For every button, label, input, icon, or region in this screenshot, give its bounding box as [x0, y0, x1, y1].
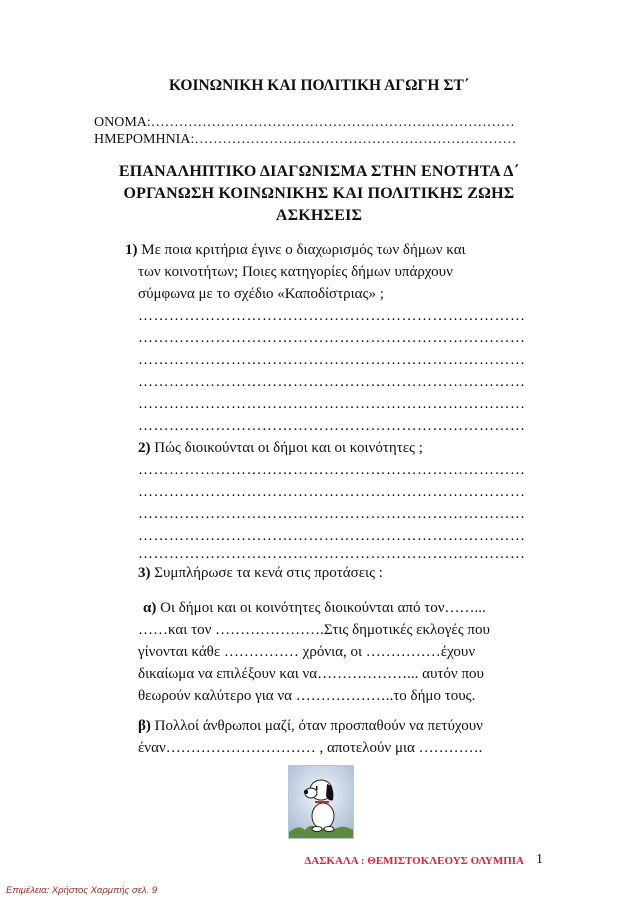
snoopy-illustration [288, 765, 354, 839]
snoopy-icon [289, 766, 353, 838]
exam-heading: ΕΠΑΝΑΛΗΠΤΙΚΟ ΔΙΑΓΩΝΙΣΜΑ ΣΤΗΝ ΕΝΟΤΗΤΑ Δ΄ [118, 163, 520, 180]
answer-line: ………………………………………………………………… [138, 462, 526, 478]
question-3-text: Συμπλήρωσε τα κενά στις προτάσεις : [150, 565, 383, 581]
question-1-text-line2: των κοινοτήτων; Ποιες κατηγορίες δήμων υπάρχουν [138, 264, 453, 280]
question-1 [125, 242, 466, 259]
answer-line: ………………………………………………………………… [138, 418, 526, 434]
page-title: ΚΟΙΝΩΝΙΚΗ ΚΑΙ ΠΟΛΙΤΙΚΗ ΑΓΩΓΗ ΣΤ΄ [169, 77, 469, 94]
subquestion-a-line3: γίνονται κάθε …………… χρόνια, οι ……………έχουν [138, 644, 476, 660]
subquestion-a-line2: ……και τον ………………….Στις δημοτικές εκλογές που [138, 622, 490, 638]
question-3 [138, 565, 383, 582]
answer-line: ………………………………………………………………… [138, 330, 526, 346]
question-1-text-line3: σύμφωνα με το σχέδιο «Καποδίστριας» ; [138, 286, 384, 302]
subquestion-a-line1 [143, 600, 486, 617]
name-field: ΟΝΟΜΑ:…………………………………………………………………… [94, 115, 515, 130]
answer-line: ………………………………………………………………… [138, 352, 526, 368]
question-2-number: 2) [138, 440, 151, 456]
subquestion-b-label: β) [138, 718, 151, 734]
question-3-number: 3) [138, 565, 151, 581]
teacher-name: ΔΑΣΚΑΛΑ : ΘΕΜΙΣΤΟΚΛΕΟΥΣ ΟΛΥΜΠΙΑ [304, 855, 524, 867]
question-1-text-line1: Με ποια κριτήρια έγινε ο διαχωρισμός των δήμων και [137, 242, 466, 258]
subquestion-a-label: α) [143, 600, 157, 616]
subquestion-a-line4: δικαίωμα να επιλέξουν και να………………... αυτόν που [138, 666, 484, 682]
subquestion-b-line1 [138, 718, 483, 735]
answer-line: ………………………………………………………………… [138, 506, 526, 522]
subquestion-a-line5: θεωρούν καλύτερο για να ………………..το δήμο τους. [138, 688, 476, 704]
unit-heading: ΟΡΓΑΝΩΣΗ ΚΟΙΝΩΝΙΚΗΣ ΚΑΙ ΠΟΛΙΤΙΚΗΣ ΖΩΗΣ [123, 185, 515, 202]
question-2-text: Πώς διοικούνται οι δήμοι και οι κοινότητες ; [150, 440, 423, 456]
exercises-heading: ΑΣΚΗΣΕΙΣ [275, 207, 363, 224]
page-number: 1 [536, 852, 543, 867]
date-field: ΗΜΕΡΟΜΗΝΙΑ:…………………………………………………………… [94, 132, 517, 147]
credit-footer: Επιμέλεια: Χρήστος Χαρμπής σελ. 9 [6, 885, 158, 896]
answer-line: ………………………………………………………………… [138, 308, 526, 324]
answer-line: ………………………………………………………………… [138, 374, 526, 390]
answer-line: ………………………………………………………………… [138, 546, 526, 562]
question-1-number: 1) [125, 242, 138, 258]
subquestion-b-text: Πολλοί άνθρωποι μαζί, όταν προσπαθούν να πετύχουν [150, 718, 483, 734]
answer-line: ………………………………………………………………… [138, 396, 526, 412]
answer-line: ………………………………………………………………… [138, 528, 526, 544]
subquestion-a-text: Οι δήμοι και οι κοινότητες διοικούνται από τον……... [156, 600, 486, 616]
subquestion-b-line2: έναν………………………… , αποτελούν μια …………. [138, 740, 483, 756]
answer-line: ………………………………………………………………… [138, 484, 526, 500]
question-2 [138, 440, 423, 457]
